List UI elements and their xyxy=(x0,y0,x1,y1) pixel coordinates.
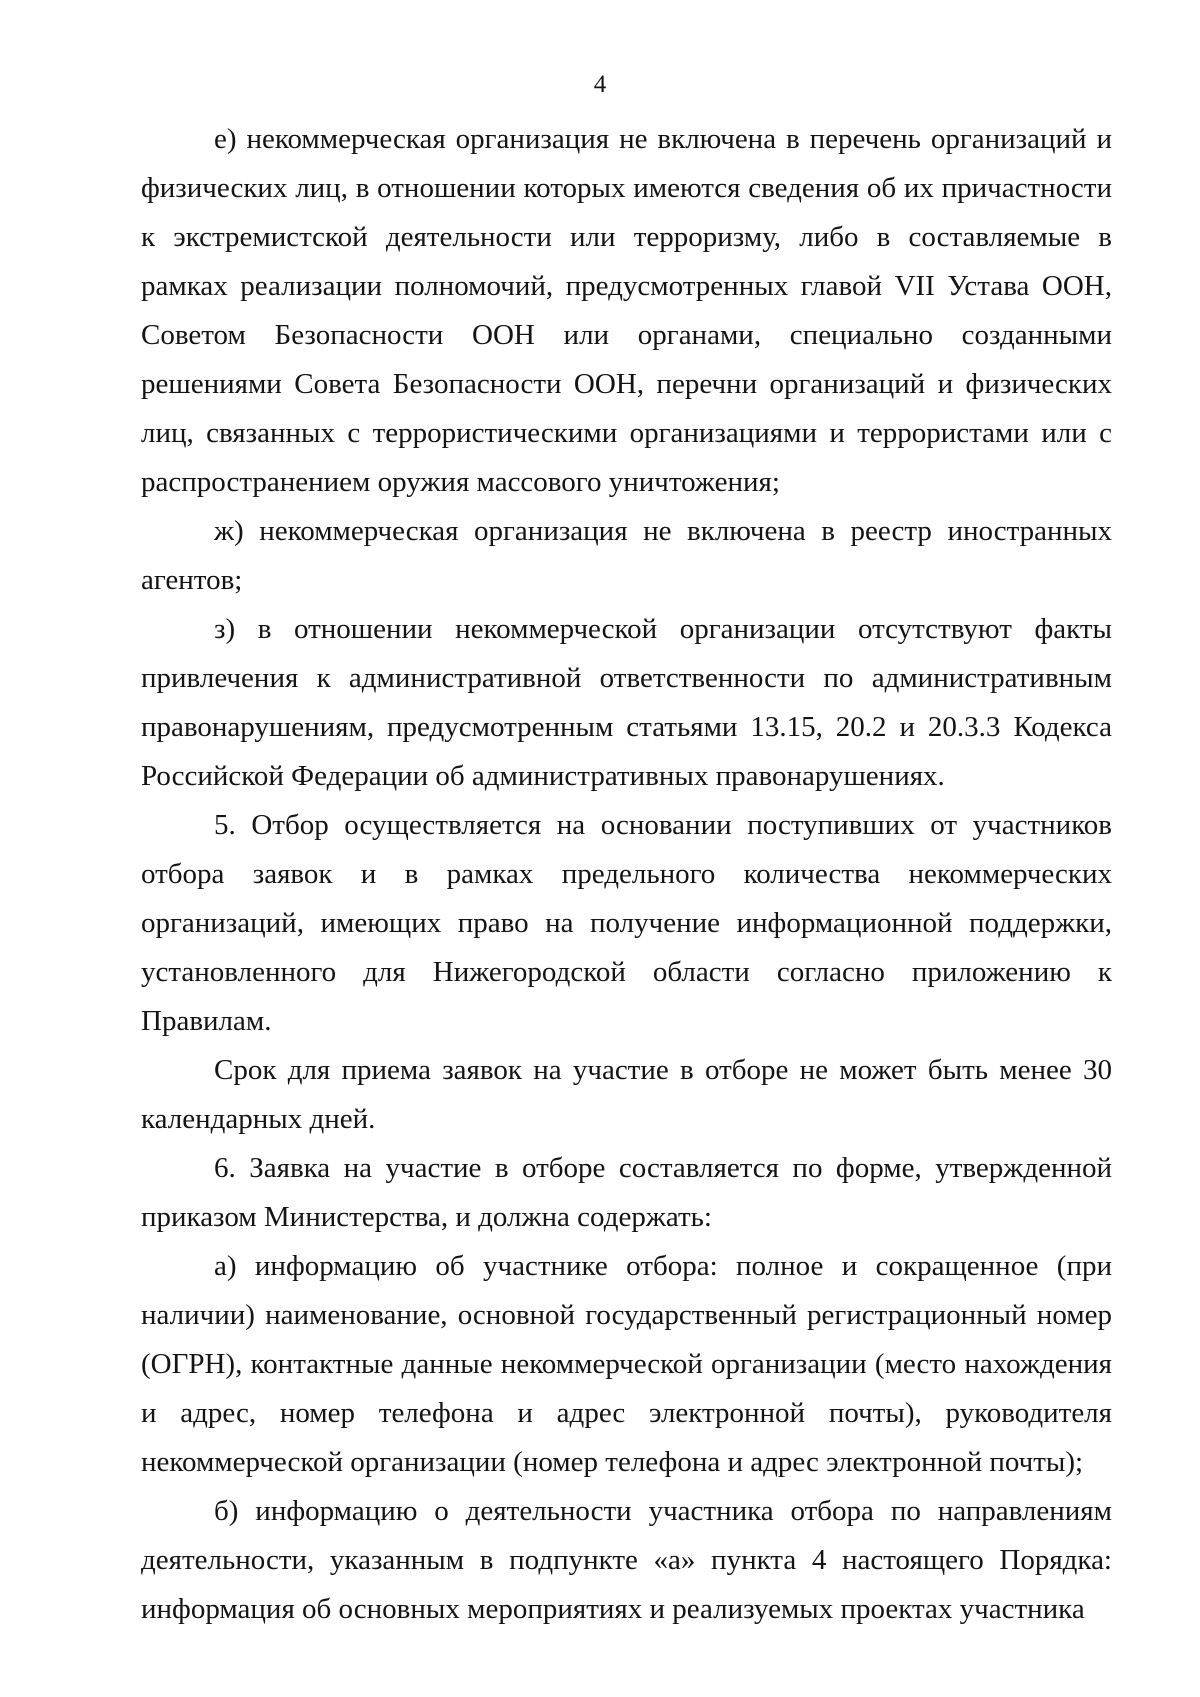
paragraph-z: з) в отношении некоммерческой организации отсутствуют факты привлечения к административной ответственности по административным правонарушениям, предусмотренным статьями 13.15, 20.2 и 20.3.3 Кодекса Российской Федерации об административных правонарушениях. xyxy=(141,613,1112,792)
paragraph-zh: ж) некоммерческая организация не включена в реестр иностранных агентов; xyxy=(141,515,1112,596)
paragraph-e: е) некоммерческая организация не включена в перечень организаций и физических лиц, в отношении которых имеются сведения об их причастности к экстремистской деятельности или терроризму, либо в составляемые в рамках реализации полномочий, предусмотренных главой VII Устава ООН, Советом Безопасности ООН или органами, специально созданными решениями Совета Безопасности ООН, перечни организаций и физических лиц, связанных с террористическими организациями и террористами или с распространением оружия массового уничтожения; xyxy=(141,123,1112,498)
paragraph-a: а) информацию об участнике отбора: полное и сокращенное (при наличии) наименование, основной государственный регистрационный номер (ОГРН), контактные данные некоммерческой организации (место нахождения и адрес, номер телефона и адрес электронной почты), руководителя некоммерческой организации (номер телефона и адрес электронной почты); xyxy=(141,1250,1112,1478)
page-number: 4 xyxy=(593,71,607,98)
paragraph-deadline: Срок для приема заявок на участие в отборе не может быть менее 30 календарных дней. xyxy=(141,1054,1112,1135)
paragraph-5: 5. Отбор осуществляется на основании поступивших от участников отбора заявок и в рамках предельного количества некоммерческих организаций, имеющих право на получение информационной поддержки, установленного для Нижегородской области согласно приложению к Правилам. xyxy=(141,809,1112,1037)
paragraph-b: б) информацию о деятельности участника отбора по направлениям деятельности, указанным в подпункте «а» пункта 4 настоящего Порядка: информация об основных мероприятиях и реализуемых проектах участника xyxy=(141,1495,1112,1625)
document-body xyxy=(141,115,1112,1634)
paragraph-6: 6. Заявка на участие в отборе составляется по форме, утвержденной приказом Министерства, и должна содержать: xyxy=(141,1152,1112,1233)
